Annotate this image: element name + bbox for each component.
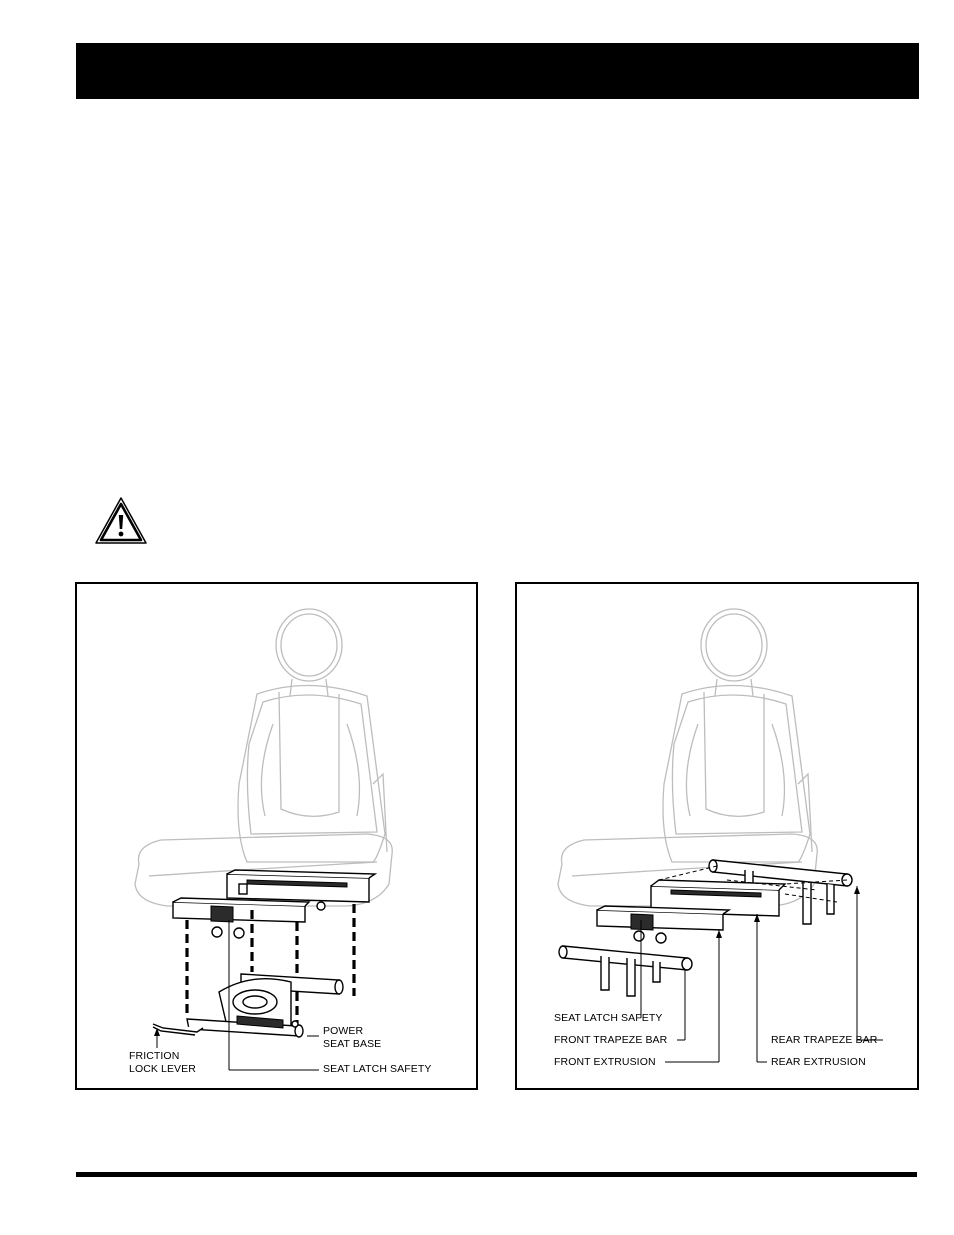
label-seat-latch-safety: SEAT LATCH SAFETY <box>554 1012 663 1024</box>
seat-base-rails <box>173 870 375 938</box>
label-rear-extrusion: REAR EXTRUSION <box>771 1056 866 1068</box>
label-line: POWER <box>323 1025 364 1037</box>
seat-illustration-left <box>77 584 478 1090</box>
header-bar <box>76 43 919 99</box>
figure-trapeze-bars <box>515 582 919 1090</box>
label-front-extrusion: FRONT EXTRUSION <box>554 1056 656 1068</box>
footer-rule <box>76 1172 917 1177</box>
label-rear-trapeze-bar: REAR TRAPEZE BAR <box>771 1034 878 1046</box>
figure-power-seat-base <box>75 582 478 1090</box>
label-front-trapeze-bar: FRONT TRAPEZE BAR <box>554 1034 668 1046</box>
label-power-seat-base <box>323 1025 381 1051</box>
warning-triangle-icon <box>93 495 149 547</box>
seat-outline <box>558 609 817 906</box>
label-line: FRICTION <box>129 1050 180 1062</box>
label-line: SEAT BASE <box>323 1038 382 1050</box>
front-trapeze-bar <box>559 946 692 996</box>
label-seat-latch-safety: SEAT LATCH SAFETY <box>323 1063 432 1075</box>
seat-outline <box>135 609 392 906</box>
power-seat-base <box>153 974 343 1037</box>
label-line: LOCK LEVER <box>129 1063 196 1075</box>
label-friction-lock-lever <box>129 1050 196 1076</box>
